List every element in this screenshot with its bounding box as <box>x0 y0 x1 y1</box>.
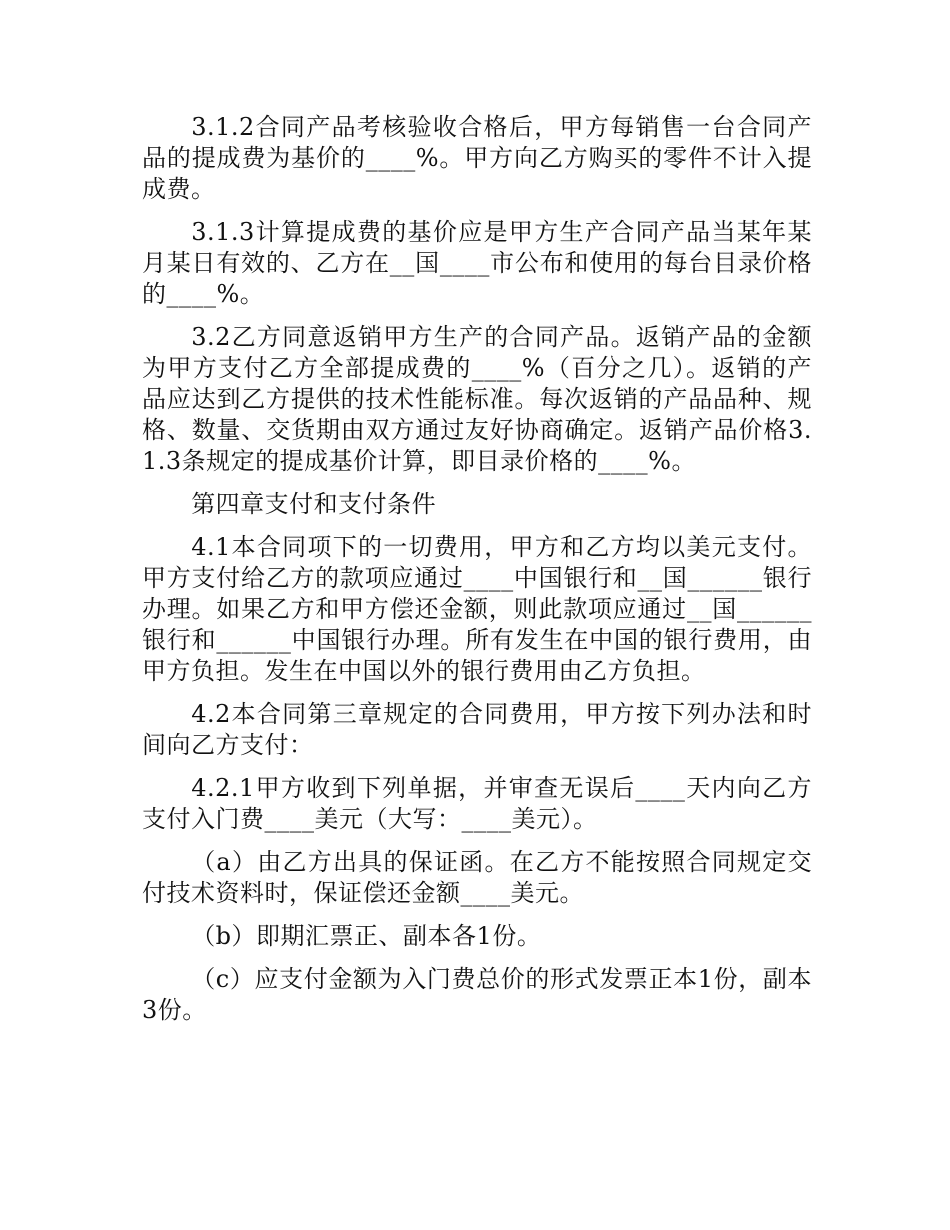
clause-3-1-3: 3.1.3计算提成费的基价应是甲方生产合同产品当某年某月某日有效的、乙方在__国____市公布和使用的每台目录价格的____%。 <box>142 218 812 308</box>
item-b: （b）即期汇票正、副本各1份。 <box>191 922 542 950</box>
item-a: （a）由乙方出具的保证函。在乙方不能按照合同规定交付技术资料时，保证偿还金额____美元。 <box>142 848 812 907</box>
chapter-4-heading: 第四章支付和支付条件 <box>191 490 437 518</box>
document-body <box>142 112 812 1038</box>
item-c: （c）应支付金额为入门费总价的形式发票正本1份，副本3份。 <box>142 965 812 1024</box>
clause-4-1: 4.1本合同项下的一切费用，甲方和乙方均以美元支付。甲方支付给乙方的款项应通过____中国银行和__国______银行办理。如果乙方和甲方偿还金额，则此款项应通过__国______银行和______中国银行办理。所有发生在中国的银行费用，由甲方负担。发生在中国以外的银行费用由乙方负担。 <box>142 533 812 685</box>
clause-4-2-1: 4.2.1甲方收到下列单据，并审查无误后____天内向乙方支付入门费____美元（大写：____美元）。 <box>142 774 812 833</box>
clause-3-1-2: 3.1.2合同产品考核验收合格后，甲方每销售一台合同产品的提成费为基价的____%。甲方向乙方购买的零件不计入提成费。 <box>142 113 812 203</box>
clause-4-2: 4.2本合同第三章规定的合同费用，甲方按下列办法和时间向乙方支付： <box>142 700 812 759</box>
clause-3-2: 3.2乙方同意返销甲方生产的合同产品。返销产品的金额为甲方支付乙方全部提成费的____%（百分之几）。返销的产品应达到乙方提供的技术性能标准。每次返销的产品品种、规格、数量、交货期由双方通过友好协商确定。返销产品价格3.1.3条规定的提成基价计算，即目录价格的____%。 <box>142 323 812 475</box>
